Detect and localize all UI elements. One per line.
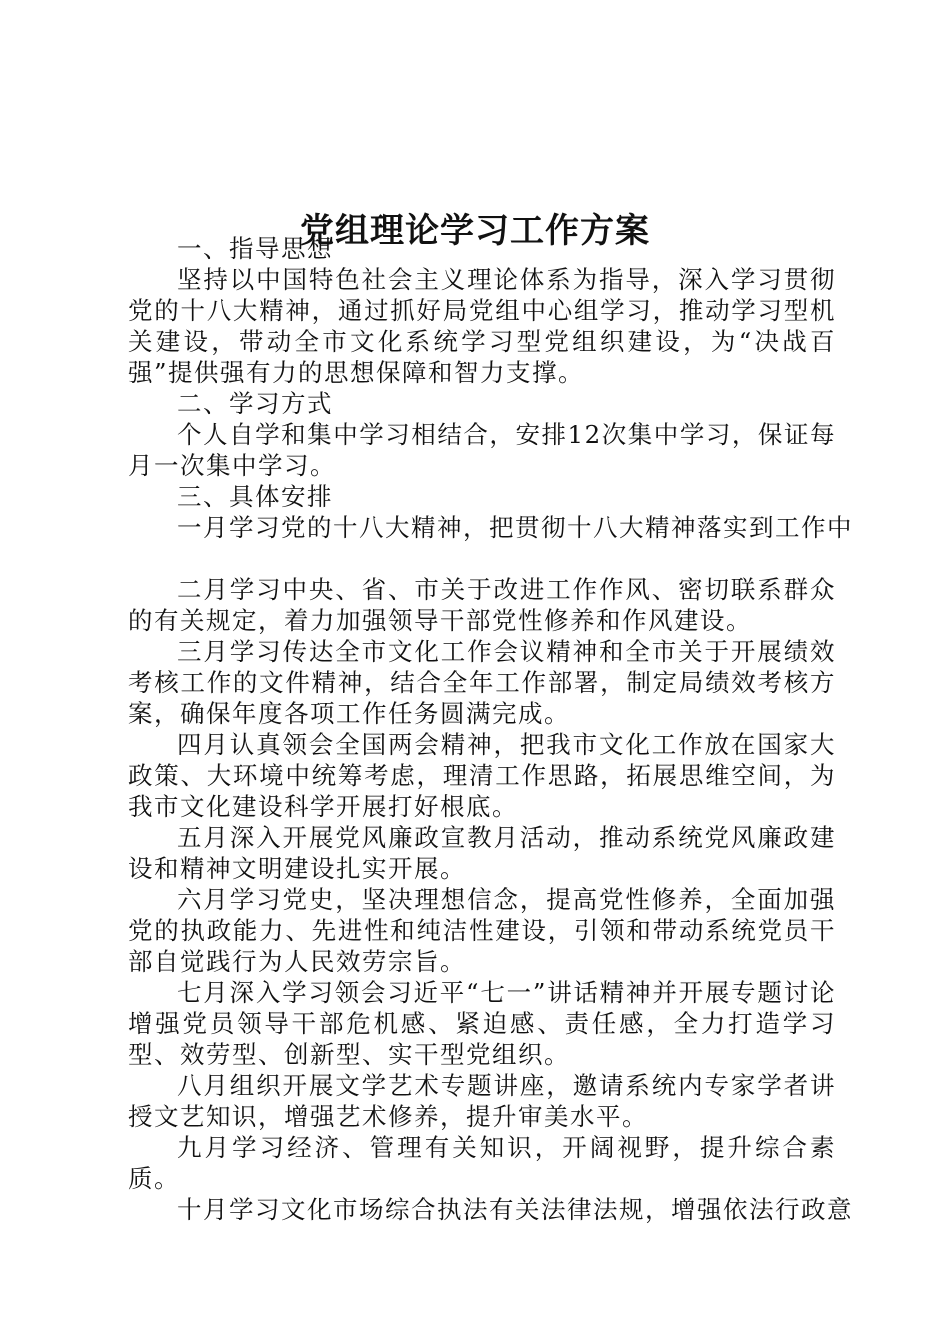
paragraph-guiding-ideology: 坚持以中国特色社会主义理论体系为指导，深入学习贯彻党的十八大精神，通过抓好局党组中心组学习，推动学习型机关建设，带动全市文化系统学习型党组织建设，为“决战百强”提供强有力的思想保障和智力支撑。	[128, 265, 836, 387]
paragraph-july: 七月深入学习领会习近平“七一”讲话精神并开展专题讨论增强党员领导干部危机感、紧迫感、责任感，全力打造学习型、效劳型、创新型、实干型党组织。	[128, 978, 836, 1069]
paragraph-june: 六月学习党史，坚决理想信念，提高党性修养，全面加强党的执政能力、先进性和纯洁性建设，引领和带动系统党员干部自觉践行为人民效劳宗旨。	[128, 885, 836, 976]
paragraph-study-method: 个人自学和集中学习相结合，安排12次集中学习，保证每月一次集中学习。	[128, 420, 836, 480]
paragraph-january: 一月学习党的十八大精神，把贯彻十八大精神落实到工作中	[177, 513, 853, 542]
paragraph-march: 三月学习传达全市文化工作会议精神和全市关于开展绩效考核工作的文件精神，结合全年工作部署，制定局绩效考核方案，确保年度各项工作任务圆满完成。	[128, 637, 836, 728]
paragraph-may: 五月深入开展党风廉政宣教月活动，推动系统党风廉政建设和精神文明建设扎实开展。	[128, 823, 836, 883]
paragraph-april: 四月认真领会全国两会精神，把我市文化工作放在国家大政策、大环境中统筹考虑，理清工作思路，拓展思维空间，为我市文化建设科学开展打好根底。	[128, 730, 836, 821]
section-heading-guiding-ideology: 一、指导思想	[177, 234, 333, 263]
document-body	[128, 233, 853, 1225]
paragraph-october: 十月学习文化市场综合执法有关法律法规，增强依法行政意	[177, 1195, 853, 1224]
paragraph-august: 八月组织开展文学艺术专题讲座，邀请系统内专家学者讲授文艺知识，增强艺术修养，提升审美水平。	[128, 1071, 836, 1131]
section-heading-specific-arrangement: 三、具体安排	[177, 482, 333, 511]
paragraph-september: 九月学习经济、管理有关知识，开阔视野，提升综合素质。	[128, 1133, 836, 1193]
section-heading-study-method: 二、学习方式	[177, 389, 333, 418]
document-title: 党组理论学习工作方案	[300, 210, 650, 251]
paragraph-february: 二月学习中央、省、市关于改进工作作风、密切联系群众的有关规定，着力加强领导干部党性修养和作风建设。	[128, 575, 836, 635]
